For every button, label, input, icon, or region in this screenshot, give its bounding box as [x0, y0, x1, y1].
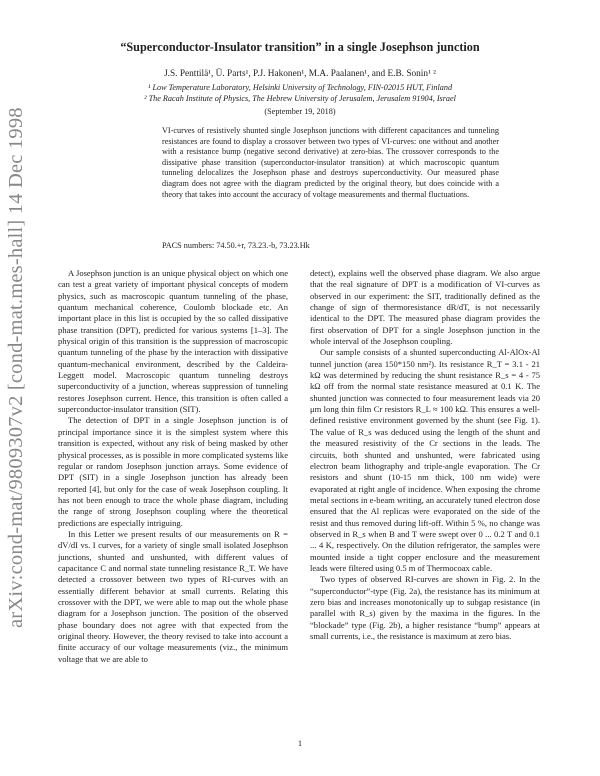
left-column [58, 268, 288, 665]
paper-date: (September 19, 2018) [264, 107, 336, 116]
right-column [310, 268, 540, 642]
body-paragraph: Two types of observed RI-curves are shown in Fig. 2. In the “superconductor”-type (Fig. 2a), the resistance has its minimum at zero bias and increases monotonically up to subgap resistance (in parallel with R_s) given by the maxima in the figures. In the “blockade” type (Fig. 2b), a higher resistance “bump” appears at small currents, i.e., the resistance is maximum at zero bias. [310, 574, 540, 641]
affiliations [60, 82, 540, 104]
author-list: J.S. Penttilä¹, Ü. Parts¹, P.J. Hakonen¹, M.A. Paalanen¹, and E.B. Sonin¹ ² [164, 69, 436, 79]
arxiv-identifier: arXiv:cond-mat/9809307v2 [cond-mat.mes-hall] 14 Dec 1998 [5, 107, 27, 628]
body-paragraph: A Josephson junction is an unique physical object on which one can test a great variety of important physical concepts of modern physics, such as macroscopic quantum tunneling of the phase, quantum mechanical coherence, Coulomb blockade etc. An important place in this list is occupied by the so called dissipative phase transition (DPT), predicted for various systems [1–3]. The physical origin of this transition is the suppression of macroscopic quantum tunneling of the phase by the interaction with dissipative quantum-mechanical environment, described by the Caldeira-Leggett model. Macroscopic quantum tunneling destroys superconductivity of a junction, whereas suppression of tunneling restores Josephson current. Hence, this transition is often called a superconductor-insulator transition (SIT). [58, 268, 288, 415]
body-paragraph: The detection of DPT in a single Josephson junction is of principal importance since it is the simplest system where this transition is expected, without any risk of being masked by other physical processes, as is possible in more complicated systems like regular or random Josephson junction arrays. Some evidence of DPT (SIT) in a single Josephson junction has already been reported [4], but only for the case of weak Josephson coupling. It has not been enough to trace the whole phase diagram, including the range of strong Josephson coupling where the theoretical predictions are especially intriguing. [58, 415, 288, 528]
pacs-numbers: PACS numbers: 74.50.+r, 73.23.-b, 73.23.Hk [162, 241, 310, 250]
paper-title: “Superconductor-Insulator transition” in a single Josephson junction [120, 40, 480, 54]
abstract: VI-curves of resistively shunted single Josephson junctions with different capacitances and tunneling resistances are found to display a crossover between two types of VI-curves: one without and another with a resistance bump (negative second derivative) at zero-bias. The crossover corresponds to the dissipative phase transition (superconductor-insulator transition) at which macroscopic quantum tunneling delocalizes the Josephson phase and destroys superconductivity. Our measured phase diagram does not agree with the diagram predicted by the original theory, but does coincide with a theory that takes into account the accuracy of voltage measurements and thermal fluctuations. [162, 126, 499, 199]
page-number: 1 [297, 738, 303, 748]
affiliation-2: ² The Racah Institute of Physics, The Hebrew University of Jerusalem, Jerusalem 91904, Israel [144, 94, 456, 103]
affiliation-1: ¹ Low Temperature Laboratory, Helsinki University of Technology, FIN-02015 HUT, Finland [147, 83, 453, 92]
body-paragraph: In this Letter we present results of our measurements on R = dV/dI vs. I curves, for a variety of single small isolated Josephson junctions, shunted and unshunted, with different values of capacitance C and normal state tunneling resistance R_T. We have detected a crossover between two types of RI-curves with an essentially different behavior at small currents. Relating this crossover with the DPT, we were able to map out the whole phase diagram for a Josephson junction. The position of the observed phase boundary does not agree with that expected from the original theory. However, the theory revised to take into account a finite accuracy of our voltage measurements (viz., the minimum voltage that we are able to [58, 528, 288, 664]
body-paragraph: detect), explains well the observed phase diagram. We also argue that the real signature of DPT is a modification of VI-curves as observed in our experiment: the SIT, traditionally defined as the change of sign of thermoresistance dR/dT, is not necessarily identical to the DPT. The measured phase diagram provides the first observation of DPT for a single Josephson junction in the whole interval of the Josephson coupling. [310, 268, 540, 347]
body-paragraph: Our sample consists of a shunted superconducting Al-AlOx-Al tunnel junction (area 150*150 nm²). Its resistance R_T = 3.1 - 21 kΩ was determined by reducing the shunt resistance R_s = 4 - 75 kΩ off from the normal state resistance measured at 0.1 K. The shunted junction was connected to four measurement leads via 20 μm long thin film Cr resistors R_L ≈ 100 kΩ. This ensures a well-defined resistive environment governed by the shunt (see Fig. 1). The value of R_s was deduced using the length of the shunt and the measured resistivity of the Cr sections in the leads. The circuits, both shunted and unshunted, were fabricated using electron beam lithography and triple-angle evaporation. The Cr resistors and shunt (10-15 nm thick, 100 nm wide) were evaporated at right angle of incidence. When exposing the chrome metal sections in e-beam writing, an accurately tuned electron dose ensured that the Al replicas were evaporated on the side of the resist and thus removed during lift-off. Within 5 %, no change was observed in R_s when B and T were swept over 0 ... 0.2 T and 0.1 ... 4 K, respectively. On the dilution refrigerator, the samples were mounted inside a tight copper enclosure and the measurement leads were filtered using 0.5 m of Thermocoax cable. [310, 347, 540, 573]
